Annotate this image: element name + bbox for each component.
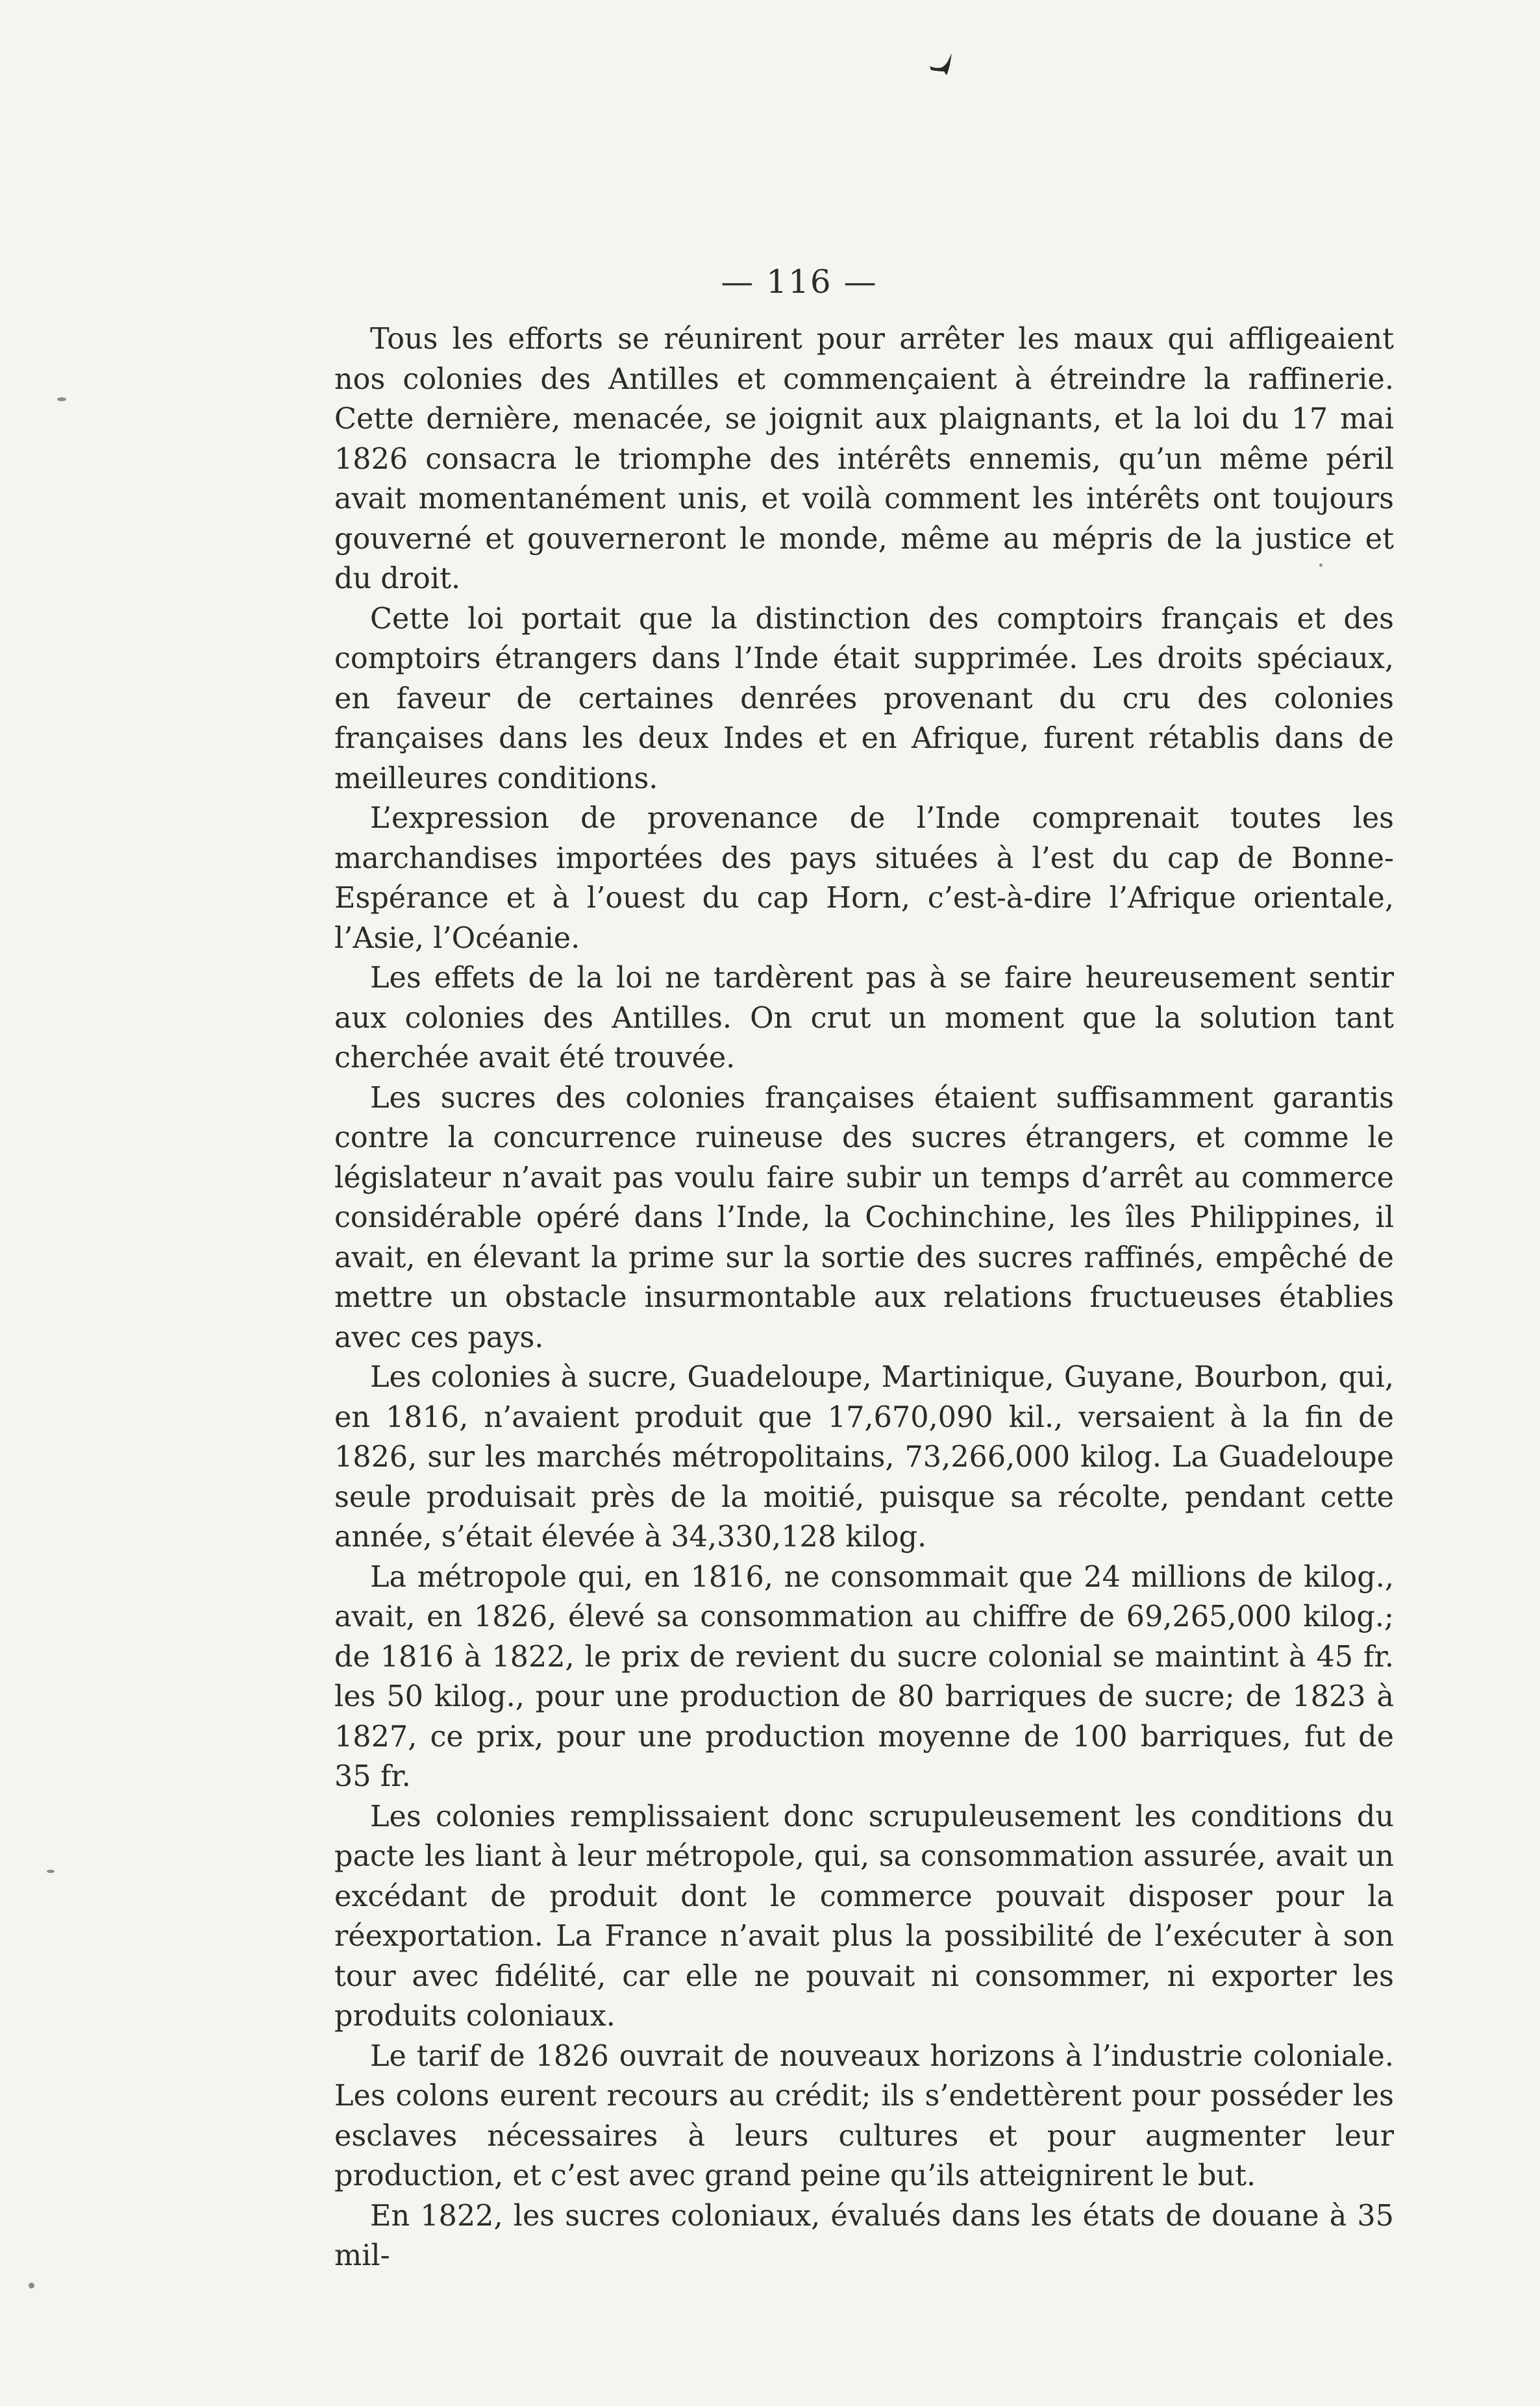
page-number: — 116 —	[721, 263, 878, 301]
paragraph: Les effets de la loi ne tardèrent pas à se faire heureusement sentir aux colonies des Antilles. On crut un moment que la solution tant cherchée avait été trouvée.	[334, 961, 1394, 1074]
paragraph: Les sucres des colonies françaises étaient suffisamment garantis contre la concurrence ruineuse des sucres étrangers, et comme le législateur n’avait pas voulu faire subir un temps d’arrêt au commerce considérable opéré dans l’Inde, la Cochinchine, les îles Philippines, il avait, en élevant la prime sur la sortie des sucres raffinés, empêché de mettre un obstacle insurmontable aux relations fructueuses établies avec ces pays.	[334, 1081, 1394, 1354]
body-text	[334, 319, 1394, 2276]
paragraph: Les colonies à sucre, Guadeloupe, Martinique, Guyane, Bourbon, qui, en 1816, n’avaient produit que 17,670,090 kil., versaient à la fin de 1826, sur les marchés métropolitains, 73,266,000 kilog. La Guadeloupe seule produisait près de la moitié, puisque sa récolte, pendant cette année, s’était élevée à 34,330,128 kilog.	[334, 1361, 1394, 1554]
margin-speck	[47, 1870, 55, 1873]
paragraph: Le tarif de 1826 ouvrait de nouveaux horizons à l’industrie coloniale. Les colons eurent recours au crédit; ils s’endettèrent pour posséder les esclaves nécessaires à leurs cultures et pour augmenter leur production, et c’est avec grand peine qu’ils atteignirent le but.	[334, 2039, 1394, 2192]
margin-speck	[57, 397, 66, 401]
pen-tick-mark-icon	[927, 52, 957, 78]
paragraph: Tous les efforts se réunirent pour arrêter les maux qui affligeaient nos colonies des Antilles et commençaient à étreindre la raffinerie. Cette dernière, menacée, se joignit aux plaignants, et la loi du 17 mai 1826 consacra le triomphe des intérêts ennemis, qu’un même péril avait momentanément unis, et voilà comment les intérêts ont toujours gouverné et gouverneront le monde, même au mépris de la justice et du droit.	[334, 323, 1394, 595]
margin-speck	[29, 2283, 34, 2288]
paragraph: L’expression de provenance de l’Inde comprenait toutes les marchandises importées des pays situées à l’est du cap de Bonne-Espérance et à l’ouest du cap Horn, c’est-à-dire l’Afrique orientale, l’Asie, l’Océanie.	[334, 802, 1394, 955]
paragraph: La métropole qui, en 1816, ne consommait que 24 millions de kilog., avait, en 1826, élevé sa consommation au chiffre de 69,265,000 kilog.; de 1816 à 1822, le prix de revient du sucre colonial se maintint à 45 fr. les 50 kilog., pour une production de 80 barriques de sucre; de 1823 à 1827, ce prix, pour une production moyenne de 100 barriques, fut de 35 fr.	[334, 1560, 1394, 1793]
margin-speck	[1319, 564, 1323, 567]
paragraph: Cette loi portait que la distinction des comptoirs français et des comptoirs étrangers dans l’Inde était supprimée. Les droits spéciaux, en faveur de certaines denrées provenant du cru des colonies françaises dans les deux Indes et en Afrique, furent rétablis dans de meilleures conditions.	[334, 602, 1394, 795]
paragraph: Les colonies remplissaient donc scrupuleusement les conditions du pacte les liant à leur métropole, qui, sa consommation assurée, avait un excédant de produit dont le commerce pouvait disposer pour la réexportation. La France n’avait plus la possibilité de l’exécuter à son tour avec fidélité, car elle ne pouvait ni consommer, ni exporter les produits coloniaux.	[334, 1800, 1394, 2033]
paragraph: En 1822, les sucres coloniaux, évalués dans les états de douane à 35 mil-	[334, 2199, 1394, 2272]
